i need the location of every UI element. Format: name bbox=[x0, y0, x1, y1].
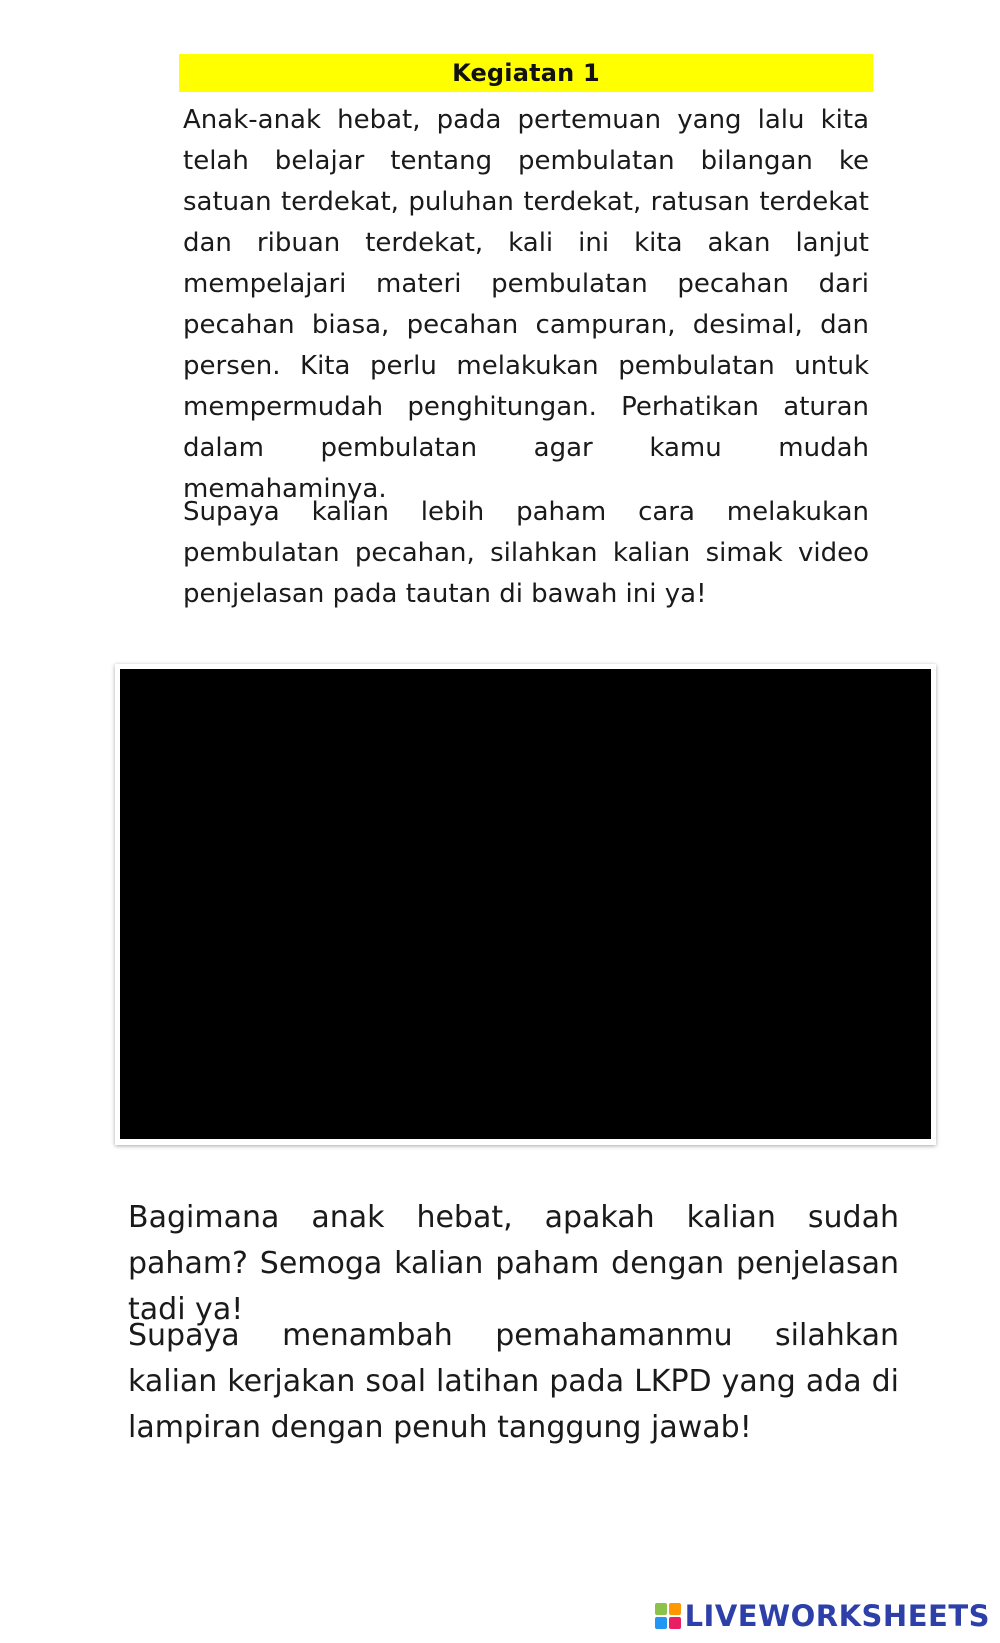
activity-title: Kegiatan 1 bbox=[452, 59, 600, 87]
exercise-instruction-paragraph: Supaya menambah pemahamanmu silahkan kalian kerjakan soal latihan pada LKPD yang ada di lampiran dengan penuh tanggung jawab! bbox=[128, 1318, 899, 1445]
intro-paragraph: Anak-anak hebat, pada pertemuan yang lalu kita telah belajar tentang pembulatan bilangan ke satuan terdekat, puluhan terdekat, ratusan terdekat dan ribuan terdekat, kali ini kita akan lanjut mempelajari materi pembulatan pecahan dari pecahan biasa, pecahan campuran, desimal, dan persen. Kita perlu melakukan pembulatan untuk mempermudah penghitungan. Perhatikan aturan dalam pembulatan agar kamu mudah memahaminya. bbox=[183, 105, 869, 504]
brand-name: LIVEWORKSHEETS bbox=[684, 1599, 990, 1633]
liveworksheets-logo-icon bbox=[655, 1603, 681, 1629]
understanding-check-paragraph: Bagimana anak hebat, apakah kalian sudah paham? Semoga kalian paham dengan penjelasan tadi ya! bbox=[128, 1200, 899, 1327]
logo-square-3 bbox=[655, 1617, 667, 1629]
logo-square-4 bbox=[669, 1617, 681, 1629]
liveworksheets-brand[interactable] bbox=[655, 1596, 990, 1636]
video-instruction-paragraph: Supaya kalian lebih paham cara melakukan pembulatan pecahan, silahkan kalian simak video penjelasan pada tautan di bawah ini ya! bbox=[183, 497, 869, 609]
video-player-screen[interactable] bbox=[120, 669, 931, 1139]
video-embed[interactable] bbox=[115, 664, 936, 1145]
logo-square-1 bbox=[655, 1603, 667, 1615]
logo-square-2 bbox=[669, 1603, 681, 1615]
activity-title-bar bbox=[179, 54, 873, 92]
